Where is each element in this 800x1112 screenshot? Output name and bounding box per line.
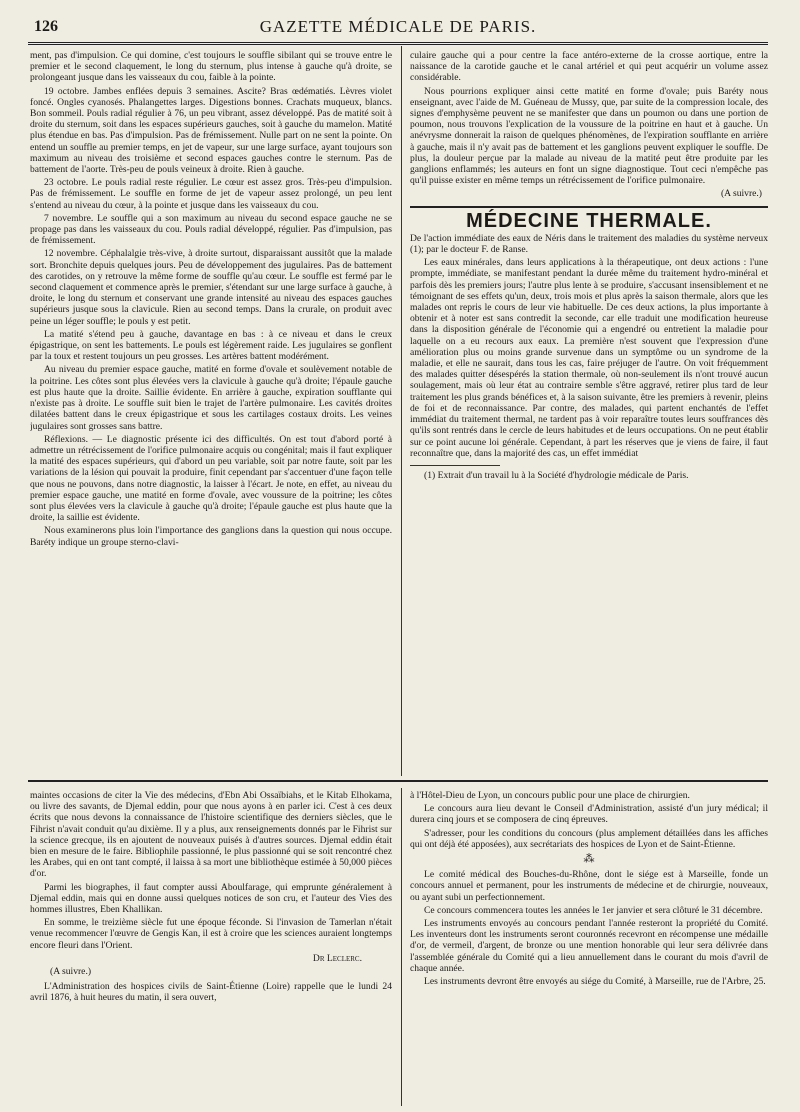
feuilleton-column-right xyxy=(410,790,768,1108)
article-column-left-top xyxy=(30,50,392,775)
page-number: 126 xyxy=(34,18,58,35)
paragraph: Les eaux minérales, dans leurs applications à la thérapeutique, ont deux actions : l'une prompte, immédiate, se manifestant pendant la durée même du traitement hydro-minéral et parfois dès les premiers jours; l'autre plus lente à se produire, s'accusant insensiblement et ne témoignant de ses effets qu'un, deux, trois mois et plus après la saison thermale, alors que les malades ont repris le cours de leur vie habituelle. De ces deux actions, la plus importante à obtenir et à noter est sans contredit la seconde, car elle traduit une modification heureuse dans la disposition générale de l'économie qui a engendré ou entretient la maladie pour laquelle on a eu recours aux eaux. La première n'est souvent que l'expression d'une amélioration plus ou moins grande survenue dans un symptôme ou un syndrome de la maladie, et elle ne saurait, dans tous les cas, faire préjuger de l'autre. On voit fréquemment des malades quitter désespérés la station thermale, où non-seulement ils n'ont trouvé aucun soulagement, mais où leur état au contraire semble s'être aggravé, retirer plus tard de leur traitement les plus grands bénéfices et, à la saison suivante, être les premiers à revenir, pleins de foi et de reconnaissance. Par contre, des malades, qui partent enchantés de l'effet immédiat du traitement thermal, ne tardent pas à voir reparaître toutes leurs souffrances dès qu'ils sont rentrés dans le cercle de leurs habitudes et de leurs occupations. On ne peut établir sur ce point aucune loi générale. Cependant, à part les réserves que je viens de faire, il faut reconnaître que, dans la majorité des cas, un effet immédiat xyxy=(410,257,768,459)
paragraph: Nous examinerons plus loin l'importance des ganglions dans la question qui nous occupe. Baréty indique un groupe sterno-clavi- xyxy=(30,525,392,548)
paragraph: En somme, le treizième siècle fut une époque féconde. Si l'invasion de Tamerlan n'était venue recommencer l'œuvre de Gengis Kan, il est à croire que les sciences auraient longtemps encore fleuri dans l'Orient. xyxy=(30,917,392,951)
journal-title: GAZETTE MÉDICALE DE PARIS. xyxy=(259,17,537,36)
feuilleton-column-left xyxy=(30,790,392,1108)
paragraph: Les instruments devront être envoyés au siége du Comité, à Marseille, rue de l'Arbre, 25. xyxy=(424,976,766,988)
paragraph: culaire gauche qui a pour centre la face antéro-externe de la crosse aortique, entre la naissance de la carotide gauche et le canal artériel et qui peut acquérir un volume assez considérable. xyxy=(410,50,768,84)
paragraph: Le concours aura lieu devant le Conseil d'Administration, assisté d'un jury médical; il durera cinq jours et se composera de cinq épreuves. xyxy=(410,803,768,826)
paragraph: Au niveau du premier espace gauche, matité en forme d'ovale et soulèvement notable de la poitrine. Les côtes sont plus élevées vers la clavicule à gauche qu'à droite; l'épaule gauche est plus haute que la droite. Saillie évidente. En arrière à gauche, expiration soufflante qui n'existe pas à droite. Le souffle suit bien le trajet de l'artère pulmonaire. Les cavités droites dilatées battent dans le creux épigastrique et sous les cartilages costaux droits. Les veines jugulaires sont grosses sans battre. xyxy=(30,364,392,432)
paragraph: Ce concours commencera toutes les années le 1er janvier et sera clôturé le 31 décembre. xyxy=(424,904,763,916)
footnote: (1) Extrait d'un travail lu à la Société d'hydrologie médicale de Paris. xyxy=(424,469,689,481)
section-subtitle: De l'action immédiate des eaux de Néris dans le traitement des maladies du système nerveux (1); par le docteur F. de Ranse. xyxy=(410,232,768,256)
paragraph: 23 octobre. Le pouls radial reste régulier. Le cœur est assez gros. Très-peu d'impulsion. Pas de frémissement. Le souffle en forme de jet de vapeur assez prolongé, un peu lent s'entend au niveau du cœur, à la pointe et jusque dans les vaisseaux du cou. xyxy=(30,177,392,211)
paragraph: Le comité médical des Bouches-du-Rhône, dont le siége est à Marseille, fonde un concours annuel et permanent, pour les instruments de médecine et de chirurgie, nouveaux, ou ayant subi un perfectionnement. xyxy=(410,869,768,903)
paragraph: La matité s'étend peu à gauche, davantage en bas : à ce niveau et dans le creux épigastrique, on sent les battements. Le pouls est légèrement raide. Les jugulaires se gonflent par la toux et restent toujours un peu grosses. Les artères battent modérément. xyxy=(30,328,392,363)
article-column-right-top xyxy=(410,50,768,775)
paragraph: à l'Hôtel-Dieu de Lyon, un concours public pour une place de chirurgien. xyxy=(410,790,690,801)
paragraph: 12 novembre. Céphalalgie très-vive, à droite surtout, disparaissant aussitôt que la malade sort. Bronchite depuis quelques jours. Peu de développement des jugulaires. Pas de battement des carotides, on y retrouve la même forme de souffle qu'au cœur. Le souffle est fermé par le second claquement et commence après le premier, s'étendant sur une large surface à gauche, à droite, le long du sternum et conservant une grande intensité au niveau des espaces gauches supérieurs jusque sous la clavicule. Rien au second temps. Dans la crurale, on produit avec peine un léger souffle; le pouls y est petit. xyxy=(30,248,392,327)
header-rule xyxy=(28,42,768,45)
paragraph: S'adresser, pour les conditions du concours (plus amplement détaillées dans les affiches qui ont déjà été apposées), aux secrétariats des hospices de Lyon et de Saint-Étienne. xyxy=(410,827,768,850)
author-signature: Dr Leclerc. xyxy=(312,952,362,964)
to-be-continued: (A suivre.) xyxy=(50,966,92,978)
asterism-separator: ⁂ xyxy=(583,853,595,866)
column-divider-bottom xyxy=(401,788,402,1106)
paragraph: 7 novembre. Le souffle qui a son maximum au niveau du second espace gauche ne se propage pas dans les vaisseaux du cou. Pouls radial développé, régulier. Pas d'impulsion, pas de frémissement. xyxy=(30,212,392,247)
paragraph: Réflexions. — Le diagnostic présente ici des difficultés. On est tout d'abord porté à admettre un rétrécissement de l'orifice pulmonaire acquis ou congénital; mais il faut expliquer la matité des espaces supérieurs, qui d'abord un peu variable, soit par notre faute, soit par les variations de la lésion qui pouvait la produire, finit cependant par s'accentuer d'une façon telle que nous ne pouvons, dans notre diagnostic, la laisser à l'écart. Je note, en effet, au niveau du premier espace gauche, une matité en forme d'ovale, avec voussure de la poitrine; les côtes sont plus élevées vers la clavicule à gauche qu'à droite; l'épaule gauche est plus haute que la droite, la saillie est évidente. xyxy=(30,433,392,524)
column-divider-top xyxy=(401,46,402,776)
thermal-medicine-section xyxy=(410,206,768,481)
to-be-continued: (A suivre.) xyxy=(720,188,762,200)
paragraph: ment, pas d'impulsion. Ce qui domine, c'est toujours le souffle sibilant qui se trouve entre le premier et le second claquement, le long du sternum, plus intense à gauche qu'à droite, se prolongeant jusque dans les vaisseaux du cou, faible à la pointe. xyxy=(30,50,392,84)
footnote-rule xyxy=(410,465,500,466)
section-divider-rule xyxy=(28,780,768,782)
paragraph: Nous pourrions expliquer ainsi cette matité en forme d'ovale; puis Baréty nous enseignant, avec l'aide de M. Guéneau de Mussy, que, par suite de la compression locale, des signes d'emphysème peuvent ne se manifester que dans un poumon ou dans une portion de poumon, nous trouvons l'explication de la voussure de la poitrine en haut et à gauche. Un anévrysme donnerait la raison de quelques phénomènes, de l'expiration soufflante en arrière à gauche, mais il n'y avait pas de battement et les ganglions peuvent expliquer le souffle. De plus, la douleur perçue par la malade au niveau de la matité peut être produite par les ganglions enflammés; les auteurs en font un signe diagnostique. Tout ceci n'empêche pas qu'il puisse exister en même temps un rétrécissement de l'orifice pulmonaire. xyxy=(410,85,768,187)
paragraph: Les instruments envoyés au concours pendant l'année resteront la propriété du Comité. Les inventeurs dont les instruments seront couronnés recevront en récompense une médaille d'or, de vermeil, d'argent, de bronze ou une mention honorable qui leur sera délivrée dans l'assemblée générale du Comité qui a lieu annuellement dans le courant du mois d'avril de chaque année. xyxy=(410,918,768,974)
section-title: MÉDECINE THERMALE. xyxy=(466,209,712,232)
paragraph: Parmi les biographes, il faut compter aussi Aboulfarage, qui emprunte généralement à Djemal eddin, mais qui en donne aussi quelques notices de son cru, et l'auteur des Vies des hommes illustres, Eben Khallikan. xyxy=(30,881,392,916)
paragraph: 19 octobre. Jambes enflées depuis 3 semaines. Ascite? Bras œdématiés. Lèvres violet foncé. Ongles cyanosés. Phalangettes larges. Digestions bonnes. Crachats muqueux, blancs. Bon sommeil. Pouls radial régulier à 76, un peu vibrant, assez développé. Pas de matité soit à droite du sternum, soit dans les espaces supérieurs gauches, soit à gauche du mamelon. Matité plus étendue en bas. Pas d'impulsion. Pas de frémissement. Nulle part on ne sent la pointe. On entend un souffle au premier temps, en jet de vapeur, sur une large surface, ayant toujours son maximum au niveau des troisième et second espaces gauches contre le sternum. Pas de battement de l'aorte. Très-peu de pouls veineux à droite. Rien à gauche. xyxy=(30,85,392,176)
paragraph: L'Administration des hospices civils de Saint-Étienne (Loire) rappelle que le lundi 24 avril 1876, à huit heures du matin, il sera ouvert, xyxy=(30,981,392,1004)
page-header xyxy=(28,14,768,40)
paragraph: maintes occasions de citer la Vie des médecins, d'Ebn Abi Ossaïbiahs, et le Kitab Elhokama, ou livre des savants, de Djemal eddin, pour que nous ayons à en parler ici. C'est à ces deux écrits que nous devons la connaissance de l'histoire scientifique des derniers siècles, que le Fihrist n'avait conduit qu'au dixième. Il y a plus, aux renseignements donnés par le Fihrist sur la science grecque, ils en ajoutent de nouveaux puisés à d'autres sources. Djemal eddin était bien en mesure de le faire. Bibliophile passionné, le plus passionné qui se soit rencontré chez les Arabes, qui en ont tant compté, il laissa à sa mort une bibliothèque estimée à 50,000 pièces d'or. xyxy=(30,790,392,880)
